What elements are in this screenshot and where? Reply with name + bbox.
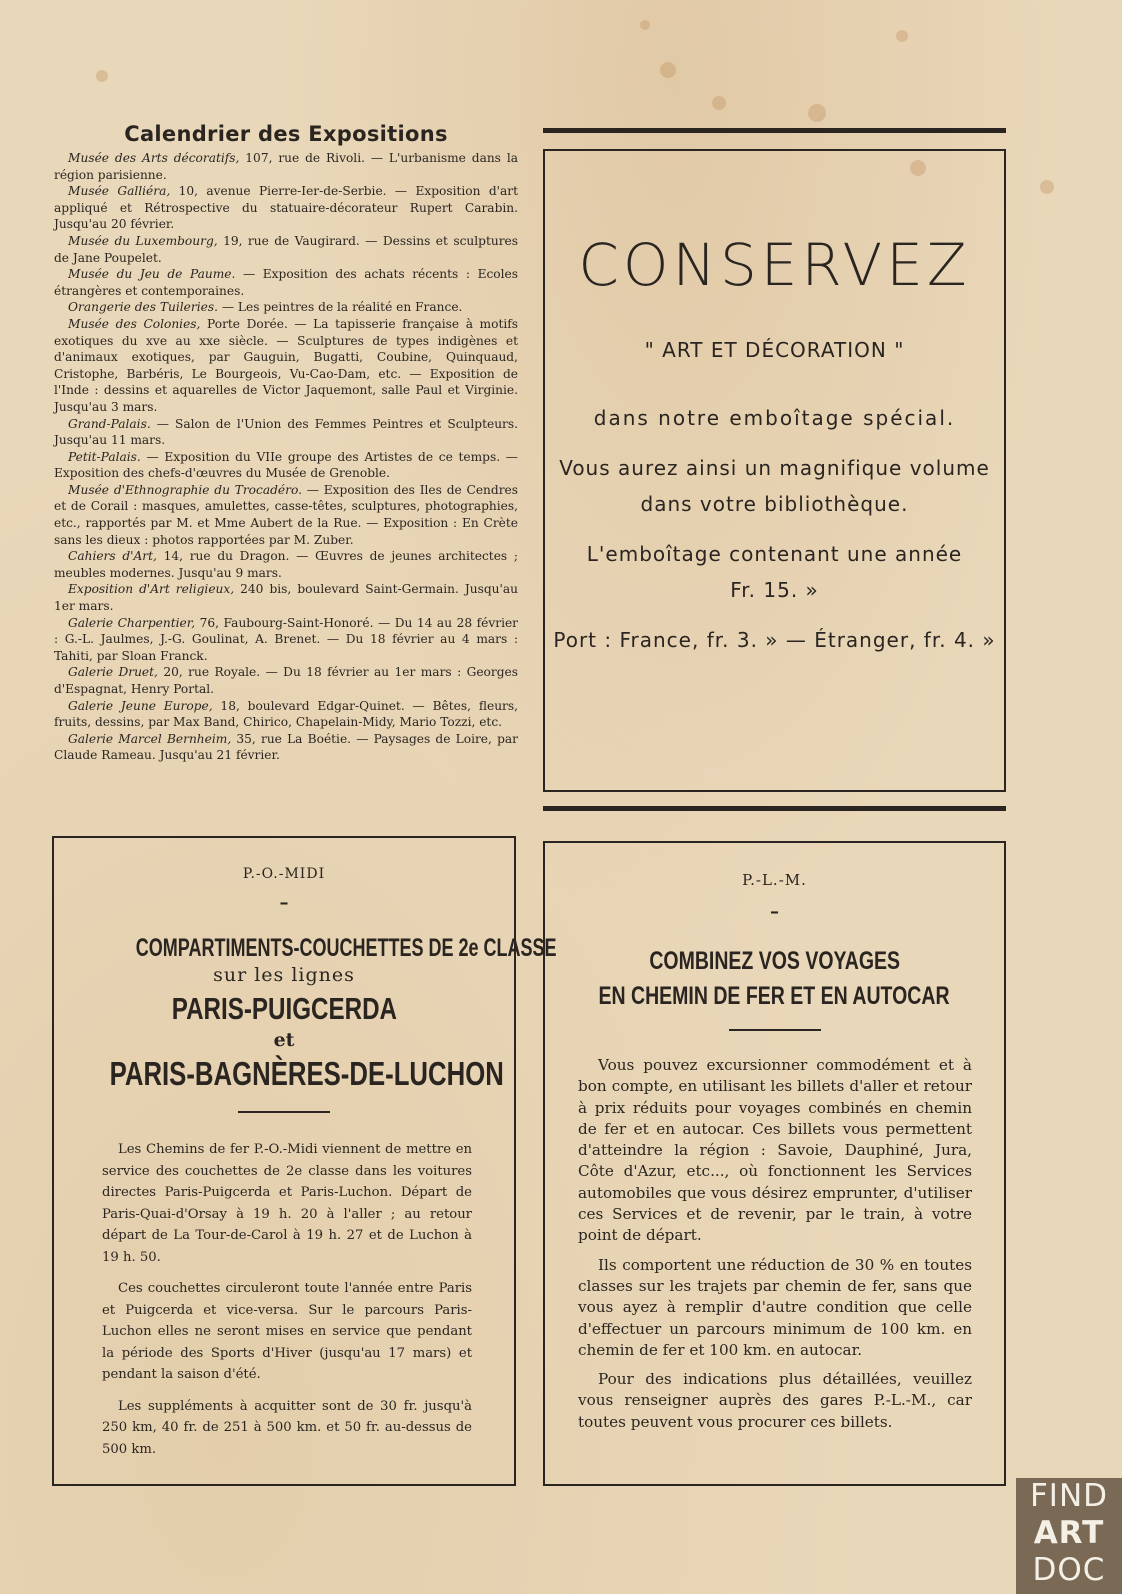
venue-name: Galerie Charpentier,: [68, 615, 196, 630]
venue-name: Musée Galliéra,: [68, 184, 171, 199]
entry-text: Porte Dorée. — La tapisserie française à motifs exotiques du xve au xxe siècle. — Sculptures de types indigènes et d'animaux exotiques, par Gauguin, Bugatti, Coubine, Quinquaud, Cristophe, Barbéris, Le Bourgeois, Vu-Cao-Dam, etc. — Exposition de l'Inde : dessins et aquarelles de Victor Jaquemont, salle Paul et Virginie. Jusqu'au 3 mars.: [54, 316, 519, 414]
venue-name: Petit-Palais.: [68, 449, 141, 464]
venue-name: Musée des Arts décoratifs,: [68, 151, 240, 165]
stain-spot: [660, 62, 676, 78]
calendar-entry: [54, 416, 518, 449]
entry-text: 35, rue La Boétie. — Paysages de Loire, par Claude Rameau. Jusqu'au 21 février.: [54, 731, 518, 763]
entry-text: 14, rue du Dragon. — Œuvres de jeunes architectes ; meubles modernes. Jusqu'au 9 mars.: [54, 549, 518, 580]
entry-text: 19, rue de Vaugirard. — Dessins et sculptures de Jane Poupelet.: [54, 233, 519, 265]
entry-text: 10, avenue Pierre-Ier-de-Serbie. — Exposition d'art appliqué et Rétrospective du statuaire-décorateur Rupert Carabin. Jusqu'au 20 février.: [54, 184, 518, 232]
venue-name: Orangerie des Tuileries.: [68, 300, 218, 315]
divider: [238, 1111, 330, 1113]
conservez-line: dans notre emboîtage spécial.: [593, 406, 956, 430]
venue-name: Musée des Colonies,: [68, 316, 201, 331]
venue-name: Cahiers d'Art,: [68, 549, 157, 564]
entry-text: — Exposition du VIIe groupe des Artistes de ce temps. — Exposition des chefs-d'œuvres du Musée de Grenoble.: [54, 449, 518, 481]
paragraph: Vous pouvez excursionner commodément et à bon compte, en utilisant les billets d'aller et retour à prix réduits pour voyages combinés en chemin de fer et en autocar. Ces billets vous permettent d'atteindre la région : Savoie, Dauphiné, Jura, Côte d'Azur, etc..., où fonctionnent les Services automobiles que vous désirez emprunter, d'utiliser ces Services et de revenir, par le train, à votre point de départ.: [578, 1056, 972, 1245]
paragraph: Ces couchettes circuleront toute l'année entre Paris et Puigcerda et vice-versa. Sur le parcours Paris-Luchon elles ne seront mises en service que pendant la période des Sports d'Hiver (jusqu'au 17 mars) et pendant la saison d'été.: [102, 1281, 472, 1382]
calendar-entry: [54, 183, 518, 233]
exhibition-calendar: [54, 122, 518, 764]
calendar-entry: [54, 698, 518, 731]
calendar-entry: [54, 266, 518, 299]
dash: –: [770, 901, 779, 922]
top-rule: [543, 128, 1006, 133]
entry-text: — Salon de l'Union des Femmes Peintres et Sculpteurs. Jusqu'au 11 mars.: [54, 416, 518, 448]
logo-line: DOC: [1032, 1552, 1106, 1588]
paragraph: Pour des indications plus détaillées, veuillez vous renseigner auprès des gares P.-L.-M., car toutes peuvent vous procurer ces billets.: [578, 1370, 972, 1431]
venue-name: Grand-Palais.: [68, 416, 151, 431]
route-paris-puigcerda: PARIS-PUIGCERDA: [171, 991, 397, 1026]
stain-spot: [712, 96, 726, 110]
conservez-advertisement: [543, 149, 1006, 792]
conservez-shipping: Port : France, fr. 3. » — Étranger, fr. 4. »: [553, 628, 996, 652]
calendar-entry: [54, 581, 518, 614]
plm-advertisement: [543, 841, 1006, 1486]
dash: –: [279, 892, 289, 913]
po-midi-advertisement: [52, 836, 557, 1486]
paragraph: Les suppléments à acquitter sont de 30 fr. jusqu'à 250 km, 40 fr. de 251 à 500 km. et 50 fr. au-dessus de 500 km.: [102, 1398, 472, 1457]
stain-spot: [896, 30, 908, 42]
magazine-name: " ART ET DÉCORATION ": [644, 338, 905, 362]
conservez-headline: CONSERVEZ: [578, 231, 971, 299]
calendar-entry: [54, 449, 518, 482]
venue-name: Galerie Jeune Europe,: [68, 698, 213, 713]
stain-spot: [96, 70, 108, 82]
venue-name: Musée du Luxembourg,: [68, 233, 218, 248]
ad-body: [54, 1139, 514, 1460]
calendar-entry: [54, 664, 518, 697]
paragraph: Ils comportent une réduction de 30 % en toutes classes sur les trajets par chemin de fer, sans que vous ayez à remplir d'autre condition que celle d'effectuer un parcours minimum de 100 km. en chemin de fer et 100 km. en autocar.: [578, 1255, 972, 1359]
calendar-entry: [54, 316, 518, 416]
stain-spot: [1040, 180, 1054, 194]
entry-text: 107, rue de Rivoli. — L'urbanisme dans la région parisienne.: [54, 151, 518, 182]
logo-line: ART: [1033, 1515, 1105, 1551]
ad-conjunction: et: [273, 1029, 295, 1051]
calendar-entry: [54, 731, 518, 764]
ad-body: [545, 1055, 1004, 1433]
calendar-entries: [54, 150, 518, 764]
stain-spot: [808, 104, 826, 122]
entry-text: 20, rue Royale. — Du 18 février au 1er mars : Georges d'Espagnat, Henry Portal.: [54, 665, 518, 696]
ad-title: EN CHEMIN DE FER ET EN AUTOCAR: [598, 982, 951, 1010]
company-name: P.-L.-M.: [742, 871, 807, 889]
entry-text: 76, Faubourg-Saint-Honoré. — Du 14 au 28 février : G.-L. Jaulmes, J.-G. Goulinat, A. Brenet. — Du 18 février au 4 mars : Tahiti, par Sloan Franck.: [54, 615, 519, 663]
calendar-title: Calendrier des Expositions: [124, 122, 448, 146]
calendar-entry: [54, 233, 518, 266]
entry-text: — Les peintres de la réalité en France.: [217, 300, 463, 315]
venue-name: Galerie Druet,: [68, 665, 158, 680]
entry-text: — Exposition des achats récents : Ecoles étrangères et contemporaines.: [54, 267, 519, 298]
calendar-entry: [54, 482, 518, 548]
logo-line: FIND: [1029, 1478, 1109, 1514]
venue-name: Exposition d'Art religieux,: [68, 582, 235, 597]
stain-spot: [640, 20, 650, 30]
conservez-line: dans votre bibliothèque.: [640, 492, 909, 516]
calendar-entry: [54, 615, 518, 665]
route-paris-luchon: PARIS-BAGNÈRES-DE-LUCHON: [109, 1055, 504, 1092]
ad-title: COMBINEZ VOS VOYAGES: [649, 947, 900, 975]
conservez-line: Vous aurez ainsi un magnifique volume: [559, 456, 990, 480]
ad-subtitle: sur les lignes: [213, 964, 355, 986]
calendar-entry: [54, 150, 518, 183]
calendar-entry: [54, 548, 518, 581]
ad-title: COMPARTIMENTS-COUCHETTES DE 2e CLASSE: [135, 934, 557, 962]
findartdoc-logo: [1016, 1478, 1122, 1594]
divider: [729, 1029, 821, 1031]
venue-name: Musée du Jeu de Paume.: [68, 267, 236, 282]
company-name: P.-O.-MIDI: [242, 866, 326, 882]
entry-text: 240 bis, boulevard Saint-Germain. Jusqu'au 1er mars.: [54, 582, 518, 614]
conservez-price: Fr. 15. »: [730, 578, 819, 602]
calendar-entry: [54, 299, 518, 316]
venue-name: Galerie Marcel Bernheim,: [68, 731, 232, 746]
entry-text: 18, boulevard Edgar-Quinet. — Bêtes, fleurs, fruits, dessins, par Max Band, Chirico, Chapelain-Midy, Mario Tozzi, etc.: [54, 698, 518, 730]
conservez-line: L'emboîtage contenant une année: [586, 542, 963, 566]
paragraph: Les Chemins de fer P.-O.-Midi viennent de mettre en service des couchettes de 2e classe dans les voitures directes Paris-Puigcerda et Paris-Luchon. Départ de Paris-Quai-d'Orsay à 19 h. 20 à l'aller ; au retour départ de La Tour-de-Carol à 19 h. 27 et de Luchon à 19 h. 50.: [102, 1142, 472, 1265]
middle-rule: [543, 806, 1006, 811]
venue-name: Musée d'Ethnographie du Trocadéro.: [68, 482, 302, 497]
entry-text: — Exposition des Iles de Cendres et de Corail : masques, amulettes, casse-têtes, sculptures, photographies, etc., rapportés par M. et Mme Aubert de la Rue. — Exposition : En Crète sans les dieux : photos rapportées par M. Zuber.: [54, 482, 518, 547]
